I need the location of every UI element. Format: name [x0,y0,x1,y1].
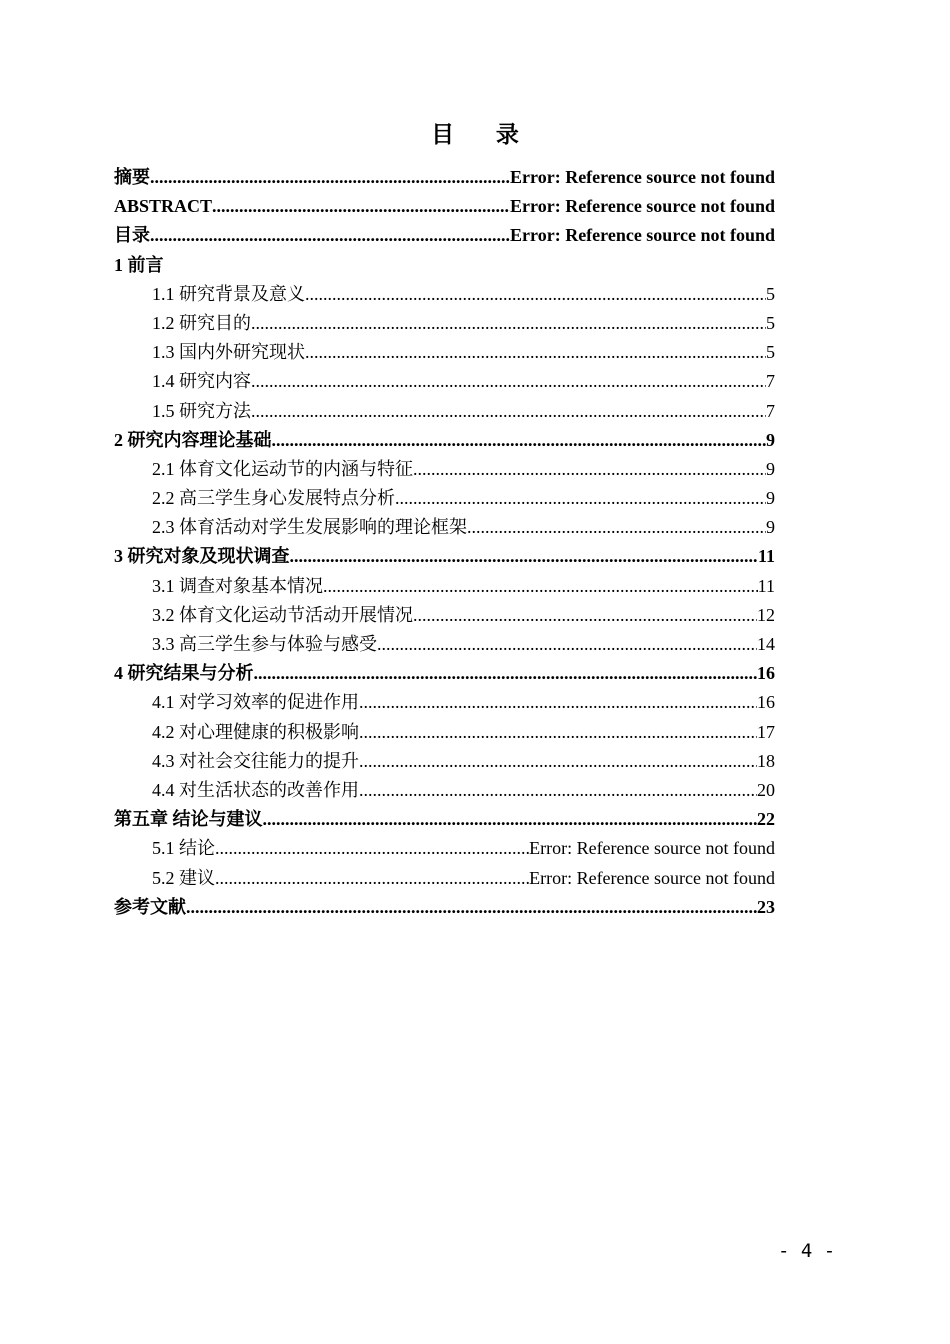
toc-section-entry[interactable] [114,397,775,426]
toc-entry-page: 12 [757,604,775,625]
table-of-contents [114,163,775,922]
toc-entry-title: 1.4 研究内容 [152,371,251,392]
toc-chapter-entry[interactable] [114,893,775,922]
toc-section-entry[interactable] [114,630,775,659]
toc-entry-page: 23 [757,896,775,917]
toc-entry-page: 5 [766,283,775,304]
toc-dot-leader [272,426,767,455]
toc-section-entry[interactable] [114,484,775,513]
toc-entry-page: 16 [757,692,775,713]
toc-dot-leader [251,309,766,338]
toc-entry-title: 5.2 建议 [152,867,215,888]
toc-section-entry[interactable] [114,309,775,338]
toc-entry-title: 3.2 体育文化运动节活动开展情况 [152,604,413,625]
toc-chapter-entry[interactable] [114,805,775,834]
toc-entry-page: 14 [757,634,775,654]
toc-entry-title: 4.1 对学习效率的促进作用 [152,692,359,713]
toc-dot-leader [251,397,766,426]
toc-title: 目 录 [431,122,537,147]
toc-entry-title: 3 研究对象及现状调查 [114,546,290,567]
toc-chapter-entry[interactable] [114,659,775,688]
toc-dot-leader [251,367,766,396]
toc-dot-leader [359,776,757,805]
toc-entry-page: 20 [757,779,775,800]
toc-entry-page: Error: Reference source not found [510,196,775,217]
toc-entry-title: 4.4 对生活状态的改善作用 [152,779,359,800]
toc-section-entry[interactable] [114,601,775,630]
toc-dot-leader [150,221,510,250]
toc-section-entry[interactable] [114,513,775,542]
toc-section-entry[interactable] [114,280,775,309]
toc-entry-page: 11 [757,546,775,567]
toc-dot-leader [290,542,758,571]
toc-dot-leader [150,163,510,192]
toc-entry-page: 9 [766,488,775,509]
toc-chapter-entry[interactable] [114,192,775,221]
toc-section-entry[interactable] [114,572,775,601]
toc-chapter-entry[interactable] [114,163,775,192]
toc-entry-title: 1 前言 [114,254,164,275]
toc-section-entry[interactable] [114,776,775,805]
toc-entry-title: 第五章 结论与建议 [114,809,263,830]
toc-dot-leader [215,834,529,863]
toc-entry-title: 4.3 对社会交往能力的提升 [152,750,359,771]
toc-dot-leader [263,805,758,834]
toc-entry-title: 1.3 国内外研究现状 [152,342,305,363]
toc-entry-title: 1.1 研究背景及意义 [152,283,305,304]
toc-entry-page: 5 [766,312,775,333]
toc-section-entry[interactable] [114,747,775,776]
toc-entry-title: 2 研究内容理论基础 [114,429,272,450]
toc-section-entry[interactable] [114,718,775,747]
toc-dot-leader [359,718,757,747]
toc-entry-page: 16 [757,663,775,684]
toc-chapter-entry[interactable] [114,426,775,455]
toc-dot-leader [212,192,510,221]
toc-entry-page: 9 [766,517,775,538]
toc-section-entry[interactable] [114,455,775,484]
toc-entry-page: Error: Reference source not found [510,167,775,187]
toc-entry-title: 2.2 高三学生身心发展特点分析 [152,488,395,509]
toc-dot-leader [359,747,757,776]
toc-dot-leader [377,630,757,659]
toc-chapter-entry[interactable] [114,221,775,250]
toc-entry-page: 9 [766,429,775,450]
toc-entry-page: Error: Reference source not found [529,838,775,859]
toc-entry-title: 目录 [114,225,150,246]
toc-chapter-entry[interactable] [114,542,775,571]
toc-entry-page: Error: Reference source not found [510,225,775,246]
toc-dot-leader [215,864,529,893]
toc-dot-leader [395,484,766,513]
toc-entry-page: 18 [757,750,775,771]
toc-entry-title: 4.2 对心理健康的积极影响 [152,721,359,742]
toc-dot-leader [467,513,766,542]
toc-dot-leader [413,601,757,630]
toc-entry-title: 参考文献 [114,896,186,917]
toc-entry-title: 1.5 研究方法 [152,400,251,421]
toc-dot-leader [413,455,766,484]
toc-section-entry[interactable] [114,338,775,367]
toc-entry-page: Error: Reference source not found [529,867,775,888]
toc-entry-page: 5 [766,342,775,363]
toc-entry-page: 9 [766,458,775,479]
toc-entry-page: 7 [766,371,775,392]
toc-entry-title: 2.1 体育文化运动节的内涵与特征 [152,458,413,479]
toc-dot-leader [254,659,758,688]
toc-section-entry[interactable] [114,367,775,396]
toc-entry-page: 17 [757,721,775,742]
toc-entry-title: 1.2 研究目的 [152,312,251,333]
toc-entry-title: 2.3 体育活动对学生发展影响的理论框架 [152,517,467,538]
toc-dot-leader [305,338,766,367]
toc-entry-page: 7 [766,400,775,421]
toc-dot-leader [305,280,766,309]
page-number: - 4 - [778,1240,836,1262]
toc-entry-title: 3.3 高三学生参与体验与感受 [152,634,377,654]
toc-entry-title: 3.1 调查对象基本情况 [152,575,323,596]
toc-entry-title: 5.1 结论 [152,838,215,859]
toc-entry-page: 11 [757,575,775,596]
toc-chapter-entry[interactable] [114,251,775,280]
toc-section-entry[interactable] [114,834,775,863]
toc-section-entry[interactable] [114,688,775,717]
toc-dot-leader [186,893,757,922]
toc-dot-leader [359,688,757,717]
toc-entry-title: ABSTRACT [114,196,213,217]
toc-dot-leader [323,572,758,601]
toc-entry-page: 22 [757,809,775,830]
toc-section-entry[interactable] [114,864,775,893]
toc-entry-title: 摘要 [114,167,150,187]
toc-entry-title: 4 研究结果与分析 [114,663,254,684]
